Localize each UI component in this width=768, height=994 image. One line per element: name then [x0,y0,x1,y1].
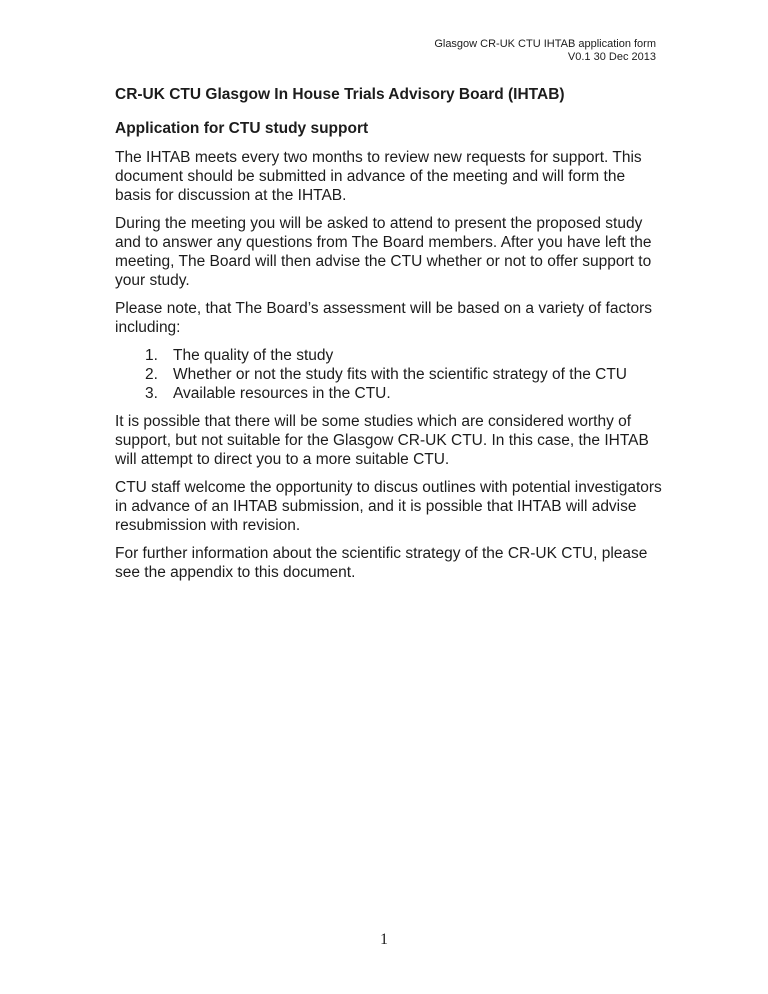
list-item-text: Whether or not the study fits with the scientific strategy of the CTU [173,366,627,383]
list-item [115,384,663,403]
paragraph-during-meeting: During the meeting you will be asked to attend to present the proposed study and to answer any questions from The Board members. After you have left the meeting, The Board will then advise the CTU whether or not to offer support to your study. [115,215,652,289]
list-item-text: The quality of the study [173,347,334,364]
paragraph-worthy-studies: It is possible that there will be some studies which are considered worthy of support, but not suitable for the Glasgow CR-UK CTU. In this case, the IHTAB will attempt to direct you to a more suitable CTU. [115,413,649,468]
paragraph-assessment-note: Please note, that The Board’s assessment will be based on a variety of factors including: [115,300,653,336]
page-header [434,38,656,64]
paragraph-ctu-staff: CTU staff welcome the opportunity to discus outlines with potential investigators in advance of an IHTAB submission, and it is possible that IHTAB will advise resubmission with revision. [115,479,662,534]
header-line-form-name: Glasgow CR-UK CTU IHTAB application form [434,38,656,50]
header-line-version-date: V0.1 30 Dec 2013 [567,51,656,63]
document-title: CR-UK CTU Glasgow In House Trials Advisory Board (IHTAB) [115,86,565,103]
list-item [115,346,663,365]
list-item-number: 1. [145,347,158,364]
paragraph-ihtab-meets: The IHTAB meets every two months to review new requests for support. This document should be submitted in advance of the meeting and will form the basis for discussion at the IHTAB. [115,149,642,204]
document-subtitle: Application for CTU study support [115,120,369,137]
list-item-number: 3. [145,385,158,402]
list-item-number: 2. [145,366,158,383]
list-item-text: Available resources in the CTU. [173,385,391,402]
assessment-factors-list [115,346,663,403]
page-number: 1 [380,931,388,948]
list-item [115,365,663,384]
document-body [115,85,663,591]
paragraph-further-info: For further information about the scientific strategy of the CR-UK CTU, please see the appendix to this document. [115,545,648,581]
